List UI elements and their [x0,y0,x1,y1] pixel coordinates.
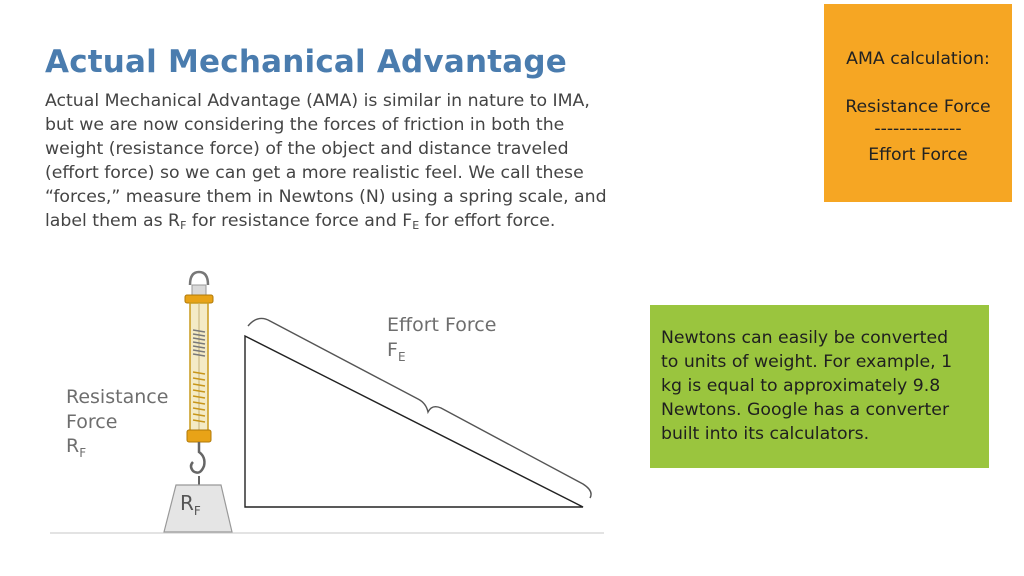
ama-denominator: Effort Force [868,145,968,165]
body-line: Actual Mechanical Advantage (AMA) is similar in nature to IMA, [45,91,590,111]
weight-symbol-letter: R [180,491,194,515]
body-text-segment: for effort force. [419,211,556,231]
body-line: weight (resistance force) of the object and distance traveled [45,139,569,159]
body-text-segment: for resistance force and F [186,211,413,231]
inclined-plane [245,336,583,507]
info-line: to units of weight. For example, 1 [661,352,953,372]
resistance-force-label-2: Force [66,411,118,433]
body-line: but we are now considering the forces of friction in both the [45,115,565,135]
slide-title: Actual Mechanical Advantage [45,44,567,80]
info-line: Newtons can easily be converted [661,328,949,348]
spring-scale-icon [185,272,213,442]
ama-divider: -------------- [874,119,962,139]
hook-icon [191,442,204,473]
effort-subscript: E [397,350,406,364]
ama-numerator: Resistance Force [845,97,991,117]
info-line: kg is equal to approximately 9.8 [661,376,941,396]
ama-heading: AMA calculation: [846,49,990,69]
weight-subscript: F [193,504,201,518]
effort-force-label: Effort Force [387,314,497,336]
resistance-symbol: R [66,435,80,457]
subscript: E [412,219,420,232]
effort-force-symbol [387,339,406,364]
info-line: built into its calculators. [661,424,870,444]
resistance-subscript: F [79,446,87,460]
body-text-segment: label them as R [45,211,181,231]
info-line: Newtons. Google has a converter [661,400,950,420]
body-line: (effort force) so we can get a more realistic feel. We call these [45,163,584,183]
subscript: F [180,219,187,232]
resistance-force-label: Resistance [66,386,169,408]
effort-symbol: F [387,339,398,361]
body-line: “forces,” measure them in Newtons (N) using a spring scale, and [45,187,607,207]
resistance-force-symbol [66,435,86,460]
